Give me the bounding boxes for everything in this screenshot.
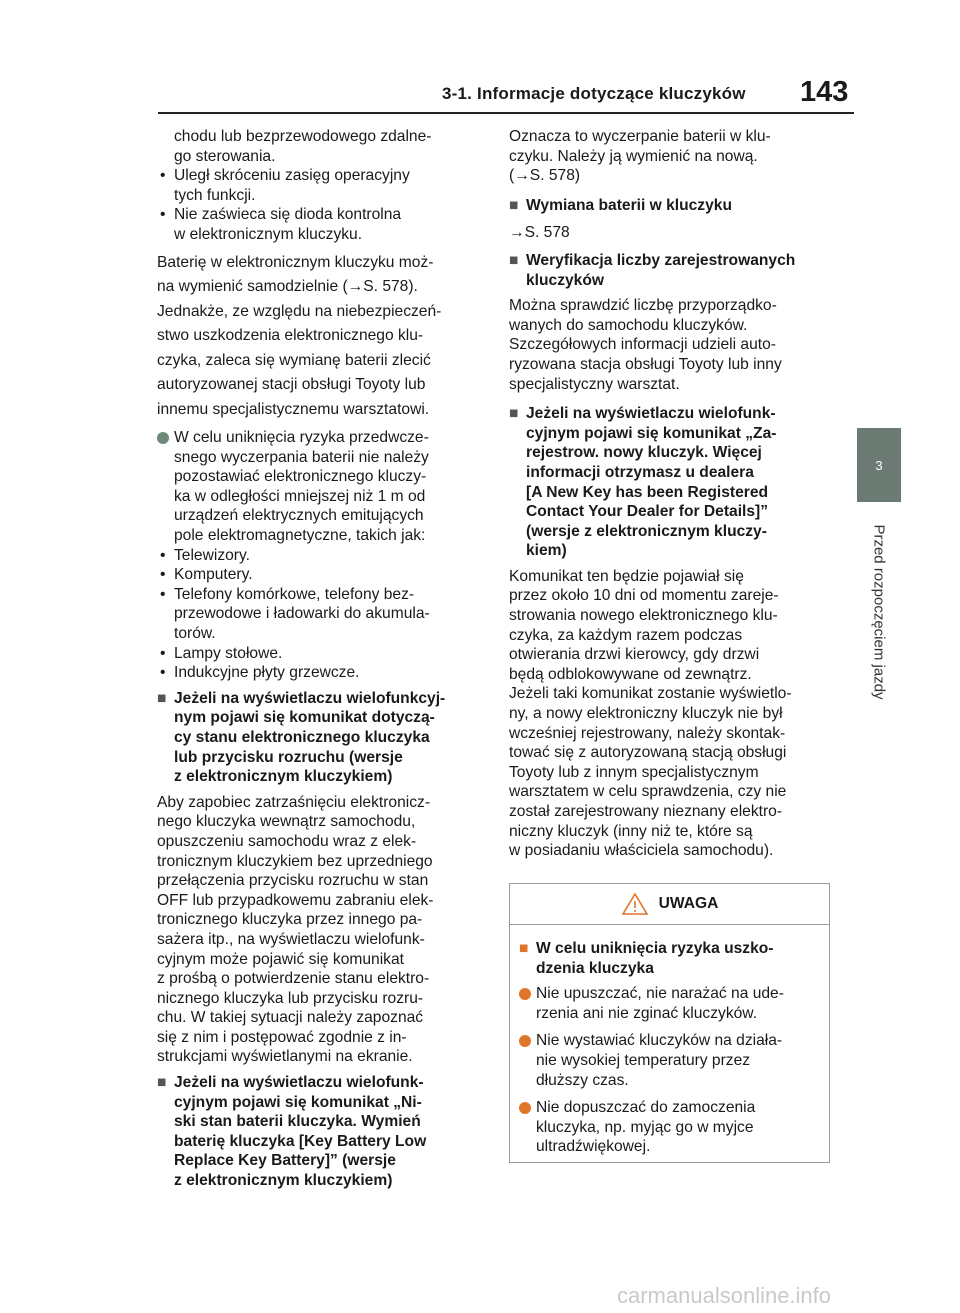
text-line: • Lampy stołowe. (174, 644, 283, 662)
text-line: • Komputery. (174, 566, 253, 584)
text-line: w posiadaniu właściciela samochodu). (509, 842, 774, 860)
text-line: ny, a nowy elektroniczny kluczyk nie był (509, 705, 783, 723)
text-line: Można sprawdzić liczbę przyporządko- (509, 297, 777, 315)
text-line: Contact Your Dealer for Details]” (526, 503, 769, 521)
chapter-number: 3 (875, 457, 883, 473)
section-heading (157, 689, 479, 787)
text-line: Jednakże, ze względu na niebezpieczeń- (157, 302, 442, 320)
warning-dot-icon (519, 988, 531, 1000)
section-title: 3-1. Informacje dotyczące kluczyków (442, 84, 746, 103)
text-line: Oznacza to wyczerpanie baterii w klu- (509, 128, 771, 145)
text-line: (wersje z elektronicznym kluczy- (526, 522, 767, 540)
text-line: urządzeń elektrycznych emitujących (174, 507, 424, 525)
text-line: stwo uszkodzenia elektronicznego klu- (157, 327, 424, 345)
text-line: Replace Key Battery]” (wersje (174, 1152, 396, 1170)
text-line: snego wyczerpania baterii nie należy (174, 448, 429, 466)
text-line: Jeżeli na wyświetlaczu wielofunkcyj- (174, 689, 446, 707)
text-line: kiem) (526, 542, 567, 560)
text-line: torów. (174, 625, 216, 642)
text-line: • Nie zaświeca się dioda kontrolna (174, 206, 402, 224)
text-line: chodu lub bezprzewodowego zdalne- (174, 128, 432, 145)
watermark-text: carmanualsonline.info (617, 1283, 832, 1308)
text-line: rzenia ani nie zginać kluczyków. (536, 1004, 758, 1022)
text-line: innemu specjalistycznemu warsztatowi. (157, 400, 430, 418)
chapter-side-label: Przed rozpoczęciem jazdy (870, 524, 888, 700)
square-bullet-icon: ■ (157, 1074, 167, 1092)
text-line: Wymiana baterii w kluczyku (526, 196, 732, 214)
text-line: Szczegółowych informacji udzieli auto- (509, 336, 776, 354)
text-line: przewodowe i ładowarki do akumula- (174, 605, 430, 623)
text-line: cyjnym pojawi się komunikat „Ni- (174, 1093, 422, 1111)
text-line: nicznego kluczyka lub przycisku rozru- (157, 989, 424, 1007)
square-bullet-icon: ■ (157, 689, 167, 707)
text-line: [A New Key has been Registered (526, 483, 769, 501)
text-line: ultradźwiękowej. (536, 1138, 651, 1156)
text-line: nym pojawi się komunikat dotyczą- (174, 709, 435, 727)
text-line: w elektronicznym kluczyku. (174, 225, 363, 243)
page-reference[interactable]: →S. 578 (509, 224, 570, 242)
body-paragraph (157, 793, 479, 1067)
warning-item (519, 984, 817, 1023)
text-line: z elektronicznym kluczykiem) (174, 768, 393, 786)
text-line: tronicznym kluczykiem bez uprzedniego (157, 852, 433, 870)
info-dot-paragraph (157, 428, 479, 546)
warning-body (510, 925, 829, 1157)
text-line: Nie upuszczać, nie narażać na ude- (536, 985, 784, 1003)
warning-box (509, 883, 830, 1163)
text-line: tych funkcji. (174, 186, 256, 204)
text-line: strukcjami wyświetlanymi na ekranie. (157, 1048, 413, 1066)
section-heading (509, 251, 831, 290)
text-line: się z nim i postępować zgodnie z in- (157, 1028, 407, 1046)
text-line: cyjnym może pojawić się komunikat (157, 950, 404, 968)
text-line: • Indukcyjne płyty grzewcze. (174, 664, 360, 682)
text-line: przełączenia przycisku rozruchu w stan (157, 872, 429, 890)
body-paragraph (509, 296, 831, 394)
text-line: będą odblokowywane od zewnątrz. (509, 665, 752, 683)
list-item (157, 644, 479, 664)
section-heading (509, 404, 831, 561)
text-line: OFF lub przypadkowemu zabraniu elek- (157, 891, 434, 909)
text-line: z prośbą o potwierdzenie stanu elektro- (157, 970, 430, 988)
text-line: Weryfikacja liczby zarejestrowanych (526, 251, 796, 269)
text-line: pozostawiać elektronicznego kluczy- (174, 468, 427, 486)
text-line: tować się z autoryzowaną stacją obsługi (509, 744, 787, 762)
square-bullet-icon: ■ (509, 405, 519, 423)
text-line: niczny kluczyk (inny niż te, które są (509, 822, 753, 840)
text-line: wcześniej rejestrowany, należy skontak- (509, 724, 786, 742)
warning-item (519, 1098, 817, 1157)
text-line: strowania nowego elektronicznego klu- (509, 607, 778, 625)
text-line: Jeżeli taki komunikat zostanie wyświetlo- (509, 685, 792, 703)
text-line: Toyoty lub z innym specjalistycznym (509, 763, 759, 781)
text-line: Komunikat ten będzie pojawiał się (509, 567, 744, 585)
square-bullet-icon: ■ (509, 251, 519, 269)
warning-title: UWAGA (658, 895, 719, 912)
text-line: ryzowana stacja obsługi Toyoty lub inny (509, 355, 782, 373)
battery-paragraph (157, 251, 479, 423)
list-item (157, 565, 479, 585)
text-line: kluczyków (526, 271, 604, 289)
header-rule (158, 112, 854, 114)
text-line: Aby zapobiec zatrzaśnięciu elektronicz- (157, 793, 431, 811)
section-heading (157, 1073, 479, 1191)
right-column (509, 127, 831, 861)
text-line: • Uległ skróceniu zasięg operacyjny (174, 167, 410, 185)
text-line: tronicznego kluczyka przez innego pa- (157, 911, 423, 929)
list-item (157, 585, 479, 644)
warning-dot-icon (519, 1102, 531, 1114)
continuation-text (174, 127, 479, 166)
text-line: pole elektromagnetyczne, takich jak: (174, 527, 426, 545)
text-line: cyjnym pojawi się komunikat „Za- (526, 424, 777, 442)
list-item (157, 663, 479, 683)
warning-heading (519, 939, 817, 978)
text-line: otwierania drzwi kierowcy, gdy drzwi (509, 646, 760, 664)
body-paragraph (509, 567, 831, 861)
section-heading (509, 196, 831, 216)
list-item (157, 166, 479, 205)
text-line: Jeżeli na wyświetlaczu wielofunk- (174, 1074, 424, 1092)
text-line: cy stanu elektronicznego kluczyka (174, 728, 430, 746)
warning-dot-icon (519, 1035, 531, 1047)
text-line: czyka, za każdym razem podczas (509, 626, 743, 644)
left-column (157, 127, 479, 1197)
text-line: autoryzowanej stacji obsługi Toyoty lub (157, 376, 426, 394)
list-item (157, 205, 479, 244)
text-line: informacji otrzymasz u dealera (526, 463, 754, 481)
text-line: na wymienić samodzielnie (→S. 578). (157, 278, 418, 296)
list-item (157, 546, 479, 566)
warning-triangle-icon (621, 892, 649, 916)
text-line: warsztatem w celu sprawdzenia, czy nie (509, 783, 787, 801)
text-line: W celu uniknięcia ryzyka przedwcze- (174, 429, 429, 447)
text-line: ski stan baterii kluczyka. Wymień (174, 1113, 421, 1131)
text-line: Nie wystawiać kluczyków na działa- (536, 1032, 783, 1050)
text-line: • Telefony komórkowe, telefony bez- (174, 585, 415, 603)
text-line: • Telewizory. (174, 546, 250, 564)
text-line: sażera itp., na wyświetlaczu wielofunk- (157, 930, 425, 948)
text-line: przez około 10 dni od momentu zareje- (509, 587, 779, 605)
text-line: specjalistyczny warsztat. (509, 375, 680, 393)
page-number: 143 (800, 76, 849, 108)
body-paragraph (509, 127, 831, 186)
text-line: rejestrow. nowy kluczyk. Więcej (526, 444, 762, 462)
text-line: (→S. 578) (509, 167, 581, 185)
warning-item (519, 1031, 817, 1090)
text-line: Jeżeli na wyświetlaczu wielofunk- (526, 405, 776, 423)
text-line: baterię kluczyka [Key Battery Low (174, 1132, 427, 1150)
chapter-tab[interactable] (857, 428, 901, 502)
text-line: czyku. Należy ją wymienić na nową. (509, 147, 758, 165)
text-line: czyka, zaleca się wymianę baterii zlecić (157, 351, 431, 369)
text-line: ka w odległości mniejszej niż 1 m od (174, 487, 426, 505)
text-line: go sterowania. (174, 147, 276, 165)
info-dot-icon (157, 432, 169, 444)
text-line: kluczyka, np. myjąc go w myjce (536, 1118, 754, 1136)
text-line: dłuższy czas. (536, 1071, 629, 1089)
square-bullet-icon: ■ (519, 940, 529, 957)
text-line: Baterię w elektronicznym kluczyku moż- (157, 253, 434, 271)
text-line: wanych do samochodu kluczyków. (509, 316, 748, 334)
warning-header (510, 884, 829, 925)
text-line: lub przycisku rozruchu (wersje (174, 748, 403, 766)
square-bullet-icon: ■ (509, 196, 519, 214)
text-line: dzenia kluczyka (536, 959, 654, 977)
text-line: nie wysokiej temperatury przez (536, 1051, 751, 1069)
text-line: chu. W takiej sytuacji należy zapoznać (157, 1009, 424, 1027)
text-line: Nie dopuszczać do zamoczenia (536, 1099, 756, 1117)
text-line: został zarejestrowany nieznany elektro- (509, 803, 783, 820)
text-line: nego kluczyka wewnątrz samochodu, (157, 813, 416, 831)
text-line: opuszczeniu samochodu wraz z elek- (157, 832, 417, 850)
text-line: z elektronicznym kluczykiem) (174, 1172, 393, 1190)
text-line: W celu uniknięcia ryzyka uszko- (536, 940, 774, 957)
